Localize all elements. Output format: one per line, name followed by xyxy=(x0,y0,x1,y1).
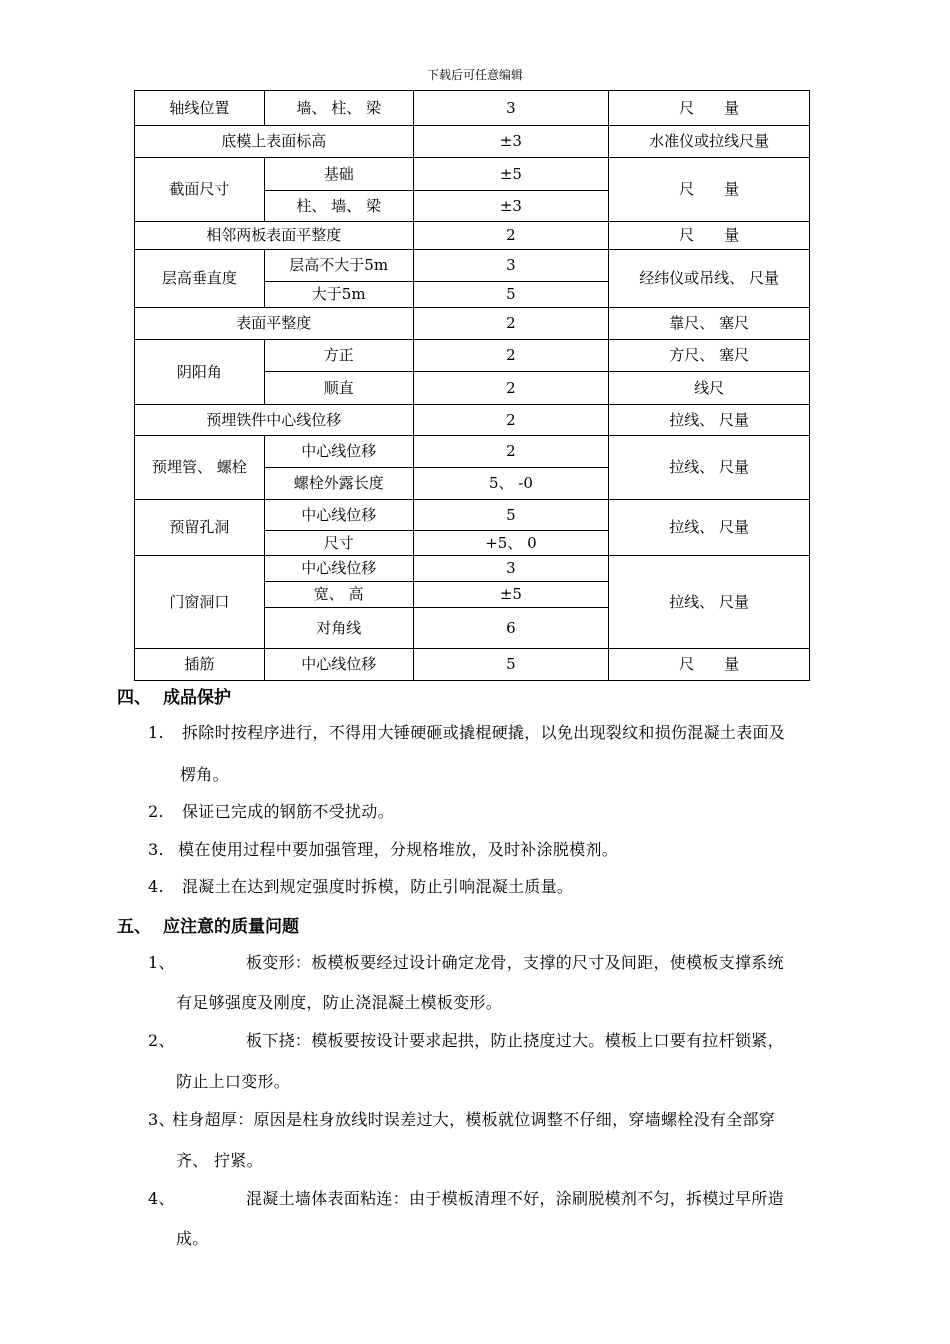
table-row xyxy=(135,222,810,250)
table-cell: ±3 xyxy=(413,126,609,158)
table-cell: 3 xyxy=(413,91,609,126)
table-cell: 预埋铁件中心线位移 xyxy=(135,405,414,436)
table-row xyxy=(135,126,810,158)
table-cell: 阴阳角 xyxy=(135,340,265,405)
table-cell: 宽、 高 xyxy=(264,582,413,608)
list-item xyxy=(148,799,394,822)
table-cell: 拉线、 尺量 xyxy=(609,500,810,556)
table-cell: 2 xyxy=(413,308,609,340)
table-cell: 轴线位置 xyxy=(135,91,265,126)
table-row xyxy=(135,556,810,582)
table-cell: 尺 量 xyxy=(609,158,810,222)
section-title: 应注意的质量问题 xyxy=(163,917,299,937)
list-item xyxy=(148,1186,784,1209)
table-cell: 层高不大于5m xyxy=(264,250,413,282)
list-item xyxy=(148,720,785,743)
table-cell: 螺栓外露长度 xyxy=(264,468,413,500)
item-text: 柱身超厚：原因是柱身放线时误差过大，模板就位调整不仔细，穿墙螺栓没有全部穿 xyxy=(172,1110,776,1129)
table-cell: 拉线、 尺量 xyxy=(609,556,810,649)
item-text: 混凝土在达到规定强度时拆模，防止引响混凝土质量。 xyxy=(182,877,574,896)
table-row xyxy=(135,158,810,191)
table-cell: 靠尺、 塞尺 xyxy=(609,308,810,340)
item-number: 1、 xyxy=(148,953,175,972)
table-cell: +5、 0 xyxy=(413,531,609,556)
item-number: 4、 xyxy=(148,1189,175,1208)
table-cell: 插筋 xyxy=(135,649,265,681)
list-item xyxy=(148,837,618,860)
table-cell: 尺 量 xyxy=(609,91,810,126)
table-cell: 尺寸 xyxy=(264,531,413,556)
list-item xyxy=(148,874,573,897)
table-cell: 对角线 xyxy=(264,608,413,649)
table-cell: 拉线、 尺量 xyxy=(609,436,810,500)
table-row xyxy=(135,250,810,282)
item-text: 板下挠：模板要按设计要求起拱，防止挠度过大。模板上口要有拉杆锁紧， xyxy=(246,1031,784,1050)
table-cell: 6 xyxy=(413,608,609,649)
table-cell: 5、 -0 xyxy=(413,468,609,500)
item-text: 拆除时按程序进行，不得用大锤硬砸或撬棍硬撬，以免出现裂纹和损伤混凝土表面及 xyxy=(182,723,786,742)
table-cell: 2 xyxy=(413,372,609,405)
table-cell: 拉线、 尺量 xyxy=(609,405,810,436)
item-number: 3. xyxy=(148,840,164,859)
table-row xyxy=(135,649,810,681)
table-cell: 5 xyxy=(413,282,609,308)
page-header: 下载后可任意编辑 xyxy=(426,68,523,82)
list-item xyxy=(148,1028,784,1051)
table-cell: 层高垂直度 xyxy=(135,250,265,308)
table-cell: 5 xyxy=(413,649,609,681)
item-number: 2、 xyxy=(148,1031,175,1050)
table-cell: 截面尺寸 xyxy=(135,158,265,222)
table-cell: 预留孔洞 xyxy=(135,500,265,556)
list-item-continuation: 齐、 拧紧。 xyxy=(176,1151,263,1170)
table-cell: 2 xyxy=(413,405,609,436)
list-item-continuation: 有足够强度及刚度，防止浇混凝土模板变形。 xyxy=(176,993,503,1012)
table-cell: 表面平整度 xyxy=(135,308,414,340)
table-cell: 经纬仪或吊线、 尺量 xyxy=(609,250,810,308)
table-cell: 水准仪或拉线尺量 xyxy=(609,126,810,158)
table-row xyxy=(135,308,810,340)
table-cell: 尺 量 xyxy=(609,222,810,250)
section-heading xyxy=(117,683,231,708)
table-cell: 2 xyxy=(413,222,609,250)
item-text: 模在使用过程中要加强管理，分规格堆放，及时补涂脱模剂。 xyxy=(178,840,619,859)
table-cell: 2 xyxy=(413,436,609,468)
table-cell: 5 xyxy=(413,500,609,531)
table-cell: ±5 xyxy=(413,582,609,608)
table-cell: 顺直 xyxy=(264,372,413,405)
list-item xyxy=(148,950,784,973)
table-cell: 2 xyxy=(413,340,609,372)
section-number: 四、 xyxy=(117,688,151,708)
table-cell: 墙、 柱、 梁 xyxy=(264,91,413,126)
table-cell: 3 xyxy=(413,250,609,282)
table-cell: 方正 xyxy=(264,340,413,372)
table-row xyxy=(135,436,810,468)
item-number: 2. xyxy=(148,802,164,821)
table-cell: 方尺、 塞尺 xyxy=(609,340,810,372)
tolerance-table xyxy=(134,90,810,681)
table-cell: 中心线位移 xyxy=(264,556,413,582)
table-cell: 相邻两板表面平整度 xyxy=(135,222,414,250)
table-cell: 中心线位移 xyxy=(264,500,413,531)
table-cell: 尺 量 xyxy=(609,649,810,681)
table-cell: ±5 xyxy=(413,158,609,191)
table-row xyxy=(135,340,810,372)
table-cell: ±3 xyxy=(413,191,609,222)
section-heading xyxy=(117,912,299,937)
table-row xyxy=(135,500,810,531)
table-cell: 预埋管、 螺栓 xyxy=(135,436,265,500)
table-cell: 柱、 墙、 梁 xyxy=(264,191,413,222)
table-cell: 3 xyxy=(413,556,609,582)
section-number: 五、 xyxy=(117,917,151,937)
list-item-continuation: 楞角。 xyxy=(180,765,229,784)
table-cell: 大于5m xyxy=(264,282,413,308)
table-cell: 门窗洞口 xyxy=(135,556,265,649)
list-item-continuation: 成。 xyxy=(176,1229,209,1248)
table-row xyxy=(135,91,810,126)
item-text: 板变形：板模板要经过设计确定龙骨，支撑的尺寸及间距，使模板支撑系统 xyxy=(246,953,784,972)
table-cell: 底模上表面标高 xyxy=(135,126,414,158)
item-text: 保证已完成的钢筋不受扰动。 xyxy=(182,802,394,821)
table-row xyxy=(135,405,810,436)
item-text: 混凝土墙体表面粘连：由于模板清理不好，涂刷脱模剂不匀，拆模过早所造 xyxy=(246,1189,784,1208)
list-item xyxy=(148,1107,775,1130)
item-number: 4. xyxy=(148,877,164,896)
list-item-continuation: 防止上口变形。 xyxy=(176,1072,291,1091)
item-number: 1. xyxy=(148,723,164,742)
table-cell: 中心线位移 xyxy=(264,649,413,681)
table-cell: 中心线位移 xyxy=(264,436,413,468)
table-cell: 线尺 xyxy=(609,372,810,405)
table-cell: 基础 xyxy=(264,158,413,191)
item-number: 3、 xyxy=(148,1110,175,1129)
section-title: 成品保护 xyxy=(163,688,231,708)
